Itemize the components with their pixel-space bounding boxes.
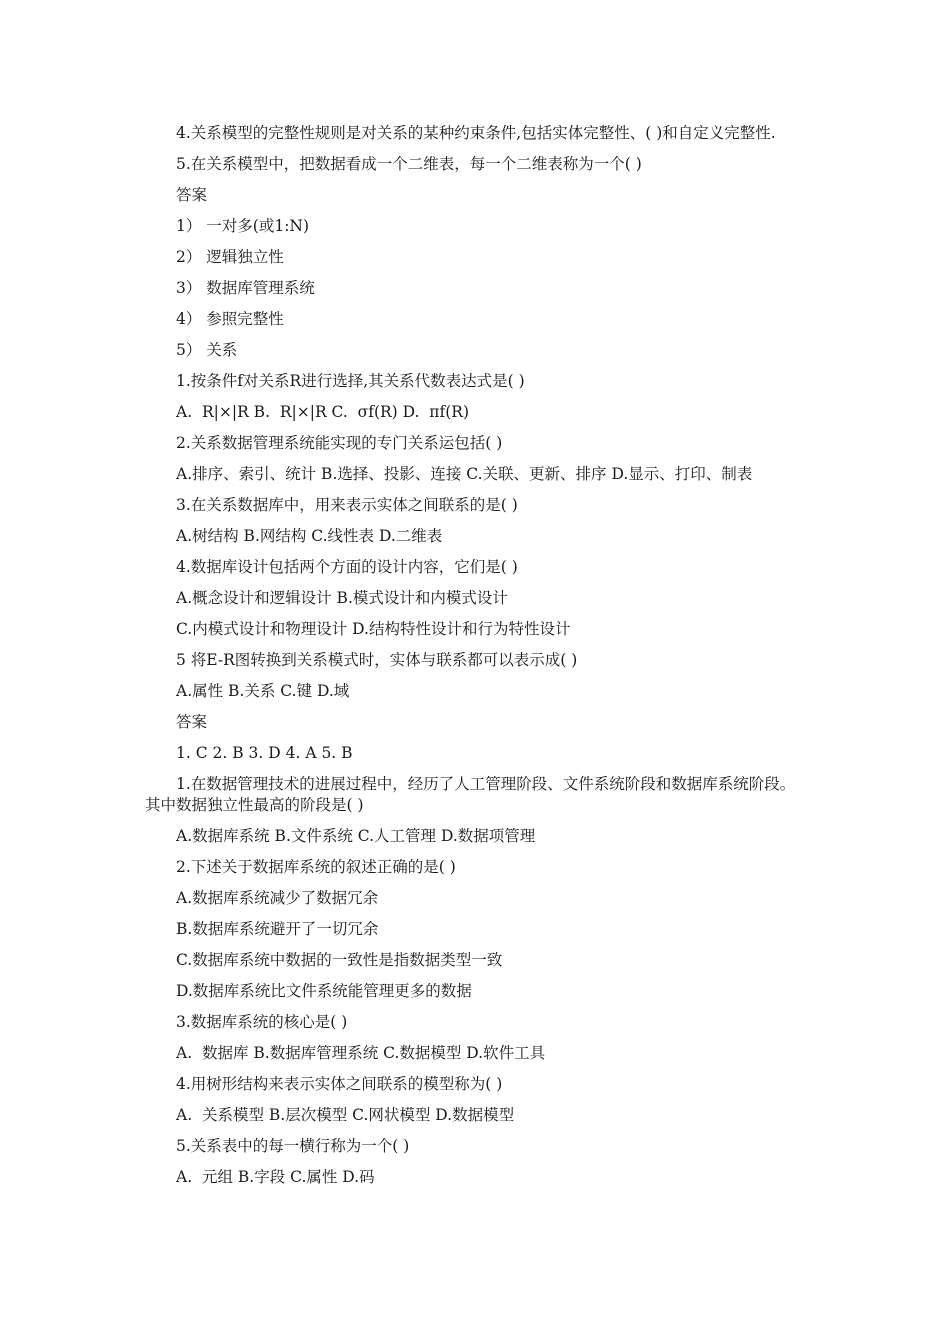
question-options: A. 数据库 B.数据库管理系统 C.数据模型 D.软件工具 <box>176 1044 546 1062</box>
answer-heading: 答案 <box>176 713 208 731</box>
question-text: 4.用树形结构来表示实体之间联系的模型称为( ) <box>176 1075 503 1093</box>
question-options: A. R|×|R B. R|×|R C. σf(R) D. πf(R) <box>176 403 469 421</box>
document-body <box>145 123 810 1198</box>
question-text: 4.数据库设计包括两个方面的设计内容，它们是( ) <box>176 558 518 576</box>
question-options: D.数据库系统比文件系统能管理更多的数据 <box>176 982 472 1000</box>
question-text: 5.关系表中的每一横行称为一个( ) <box>176 1137 410 1155</box>
question-options: C.数据库系统中数据的一致性是指数据类型一致 <box>176 951 503 969</box>
question-text: 1.在数据管理技术的进展过程中，经历了人工管理阶段、文件系统阶段和数据库系统阶段。其中数据独立性最高的阶段是( ) <box>145 775 796 814</box>
question-options: A.数据库系统 B.文件系统 C.人工管理 D.数据项管理 <box>176 827 536 845</box>
answer-item: 1） 一对多(或1:N) <box>176 217 310 235</box>
question-options: A.属性 B.关系 C.键 D.域 <box>176 682 350 700</box>
question-options: A. 元组 B.字段 C.属性 D.码 <box>176 1168 375 1186</box>
question-options: B.数据库系统避开了一切冗余 <box>176 920 379 938</box>
question-text: 2.关系数据管理系统能实现的专门关系运包括( ) <box>176 434 503 452</box>
question-text: 1.按条件f对关系R进行选择,其关系代数表达式是( ) <box>176 372 525 390</box>
question-options: A.数据库系统减少了数据冗余 <box>176 889 379 907</box>
answer-key: 1. C 2. B 3. D 4. A 5. B <box>176 744 353 762</box>
question-text: 5.在关系模型中，把数据看成一个二维表，每一个二维表称为一个( ) <box>176 155 642 173</box>
question-options: A.排序、索引、统计 B.选择、投影、连接 C.关联、更新、排序 D.显示、打印、制表 <box>176 465 753 483</box>
answer-item: 5） 关系 <box>176 341 238 359</box>
answer-item: 3） 数据库管理系统 <box>176 279 315 297</box>
question-text: 3.数据库系统的核心是( ) <box>176 1013 348 1031</box>
question-options: C.内模式设计和物理设计 D.结构特性设计和行为特性设计 <box>176 620 571 638</box>
answer-item: 4） 参照完整性 <box>176 310 284 328</box>
question-text: 2.下述关于数据库系统的叙述正确的是( ) <box>176 858 456 876</box>
question-text: 4.关系模型的完整性规则是对关系的某种约束条件,包括实体完整性、( )和自定义完整性. <box>176 124 776 142</box>
question-options: A.概念设计和逻辑设计 B.模式设计和内模式设计 <box>176 589 508 607</box>
answer-item: 2） 逻辑独立性 <box>176 248 284 266</box>
answer-heading: 答案 <box>176 186 208 204</box>
question-text: 3.在关系数据库中，用来表示实体之间联系的是( ) <box>176 496 518 514</box>
question-options: A.树结构 B.网结构 C.线性表 D.二维表 <box>176 527 443 545</box>
question-text: 5 将E-R图转换到关系模式时，实体与联系都可以表示成( ) <box>176 651 578 669</box>
question-options: A. 关系模型 B.层次模型 C.网状模型 D.数据模型 <box>176 1106 515 1124</box>
